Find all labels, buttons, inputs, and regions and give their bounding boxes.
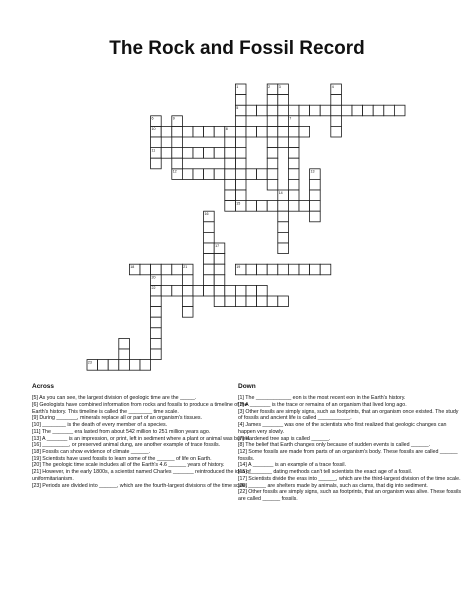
grid-cell[interactable] xyxy=(204,126,215,137)
grid-cell[interactable] xyxy=(182,275,193,286)
grid-cell[interactable] xyxy=(182,285,193,296)
grid-cell[interactable] xyxy=(235,137,246,148)
grid-cell[interactable] xyxy=(267,95,278,106)
grid-cell[interactable] xyxy=(182,148,193,159)
grid-cell[interactable] xyxy=(225,190,236,201)
across-clue: [19] Scientists have used fossils to learn some of the ______ of life on Earth. xyxy=(32,455,212,462)
grid-cell[interactable] xyxy=(235,126,246,137)
across-clue: [5] As you can see, the largest division of geologic time are the _____. xyxy=(32,395,197,402)
grid-cell[interactable] xyxy=(331,116,342,127)
grid-cell[interactable] xyxy=(267,126,278,137)
grid-cell[interactable] xyxy=(235,179,246,190)
clue-number: 23 xyxy=(87,360,92,365)
grid-cell[interactable] xyxy=(204,275,215,286)
grid-cell[interactable] xyxy=(278,264,289,275)
grid-cell[interactable] xyxy=(193,126,204,137)
grid-cell[interactable] xyxy=(182,307,193,318)
across-clue: [21] However, in the early 1800s, a scientist named Charles _______ reintroduced the idea of uniformitarianism. xyxy=(32,469,251,482)
grid-cell[interactable] xyxy=(299,126,310,137)
grid-cell[interactable] xyxy=(182,126,193,137)
grid-cell[interactable] xyxy=(320,264,331,275)
grid-cell[interactable] xyxy=(151,158,162,169)
grid-cell[interactable] xyxy=(172,126,183,137)
clue-number: 7 xyxy=(289,116,292,121)
grid-cell[interactable] xyxy=(288,137,299,148)
clue-number: 22 xyxy=(151,286,156,291)
grid-cell[interactable] xyxy=(235,169,246,180)
grid-cell[interactable] xyxy=(225,169,236,180)
grid-cell[interactable] xyxy=(204,243,215,254)
grid-cell[interactable] xyxy=(246,264,257,275)
grid-cell[interactable] xyxy=(310,211,321,222)
clue-number: 4 xyxy=(331,84,334,89)
grid-cell[interactable] xyxy=(246,285,257,296)
grid-cell[interactable] xyxy=(235,285,246,296)
grid-cell[interactable] xyxy=(214,254,225,265)
grid-cell[interactable] xyxy=(235,95,246,106)
grid-cell[interactable] xyxy=(278,222,289,233)
grid-cell[interactable] xyxy=(267,137,278,148)
grid-cell[interactable] xyxy=(204,148,215,159)
across-clue: [6] Geologists have combined information from rocks and fossils to produce a timeline of the Earth's history. This timeline is called the ________ time scale. xyxy=(32,401,248,415)
grid-cell[interactable] xyxy=(161,285,172,296)
grid-cell[interactable] xyxy=(235,116,246,127)
clue-number: 11 xyxy=(151,148,156,153)
across-heading: Across xyxy=(32,383,55,390)
grid-cell[interactable] xyxy=(225,285,236,296)
grid-cell[interactable] xyxy=(246,169,257,180)
clue-number: 8 xyxy=(225,127,228,132)
grid-cell[interactable] xyxy=(278,243,289,254)
grid-cell[interactable] xyxy=(204,169,215,180)
down-heading: Down xyxy=(238,383,256,390)
grid-cell[interactable] xyxy=(225,148,236,159)
grid-cell[interactable] xyxy=(288,158,299,169)
grid-cell[interactable] xyxy=(246,105,257,116)
grid-cell[interactable] xyxy=(214,285,225,296)
grid-cell[interactable] xyxy=(214,296,225,307)
down-clue: [7] Hardened tree sap is called ______. xyxy=(238,435,331,442)
across-clue: [13] A _______ is an impression, or print, left in sediment where a plant or animal was buried. xyxy=(32,435,251,442)
across-clue: [20] The geologic time scale includes all of the Earth's 4.6 ______ years of history. xyxy=(32,462,225,469)
clue-number: 10 xyxy=(151,127,156,132)
grid-cell[interactable] xyxy=(257,264,268,275)
grid-cell[interactable] xyxy=(235,148,246,159)
grid-cell[interactable] xyxy=(331,105,342,116)
grid-cell[interactable] xyxy=(172,148,183,159)
grid-cell[interactable] xyxy=(278,95,289,106)
grid-cell[interactable] xyxy=(352,105,363,116)
grid-cell[interactable] xyxy=(267,169,278,180)
down-clue: [12] Some fossils are made from parts of an organism's body. These fossils are called ______ fossils. xyxy=(238,449,458,462)
grid-cell[interactable] xyxy=(278,201,289,212)
grid-cell[interactable] xyxy=(310,190,321,201)
grid-cell[interactable] xyxy=(151,137,162,148)
grid-cell[interactable] xyxy=(246,201,257,212)
grid-cell[interactable] xyxy=(267,158,278,169)
clue-number: 6 xyxy=(151,116,154,121)
clue-number: 3 xyxy=(278,84,281,89)
grid-cell[interactable] xyxy=(267,116,278,127)
down-clue: [2] A _______ is the trace or remains of an organism that lived long ago. xyxy=(238,401,407,408)
clue-number: 21 xyxy=(183,265,188,269)
grid-cell[interactable] xyxy=(182,296,193,307)
grid-cell[interactable] xyxy=(310,179,321,190)
down-clue: [20] ______ are shelters made by animals, such as clams, that dig into sediment. xyxy=(238,482,428,489)
down-clue: [22] Other fossils are simply signs, such as footprints, that an organism was alive. These fossils are called ______ fossils. xyxy=(238,489,462,503)
grid-cell[interactable] xyxy=(204,254,215,265)
grid-cell[interactable] xyxy=(129,360,140,371)
grid-cell[interactable] xyxy=(214,264,225,275)
grid-cell[interactable] xyxy=(278,232,289,243)
grid-cell[interactable] xyxy=(257,296,268,307)
grid-cell[interactable] xyxy=(119,360,130,371)
clue-number: 17 xyxy=(215,243,220,248)
grid-cell[interactable] xyxy=(204,222,215,233)
clue-number: 13 xyxy=(310,169,315,174)
grid-cell[interactable] xyxy=(288,201,299,212)
grid-cell[interactable] xyxy=(299,264,310,275)
grid-cell[interactable] xyxy=(119,349,130,360)
across-clues xyxy=(32,383,257,489)
down-clue: [17] Scientists divide the eras into ______, which are the third-largest division of the time scale. xyxy=(238,475,461,482)
grid-cell[interactable] xyxy=(331,126,342,137)
grid-cell[interactable] xyxy=(278,116,292,127)
grid-cell[interactable] xyxy=(225,296,236,307)
grid-cell[interactable] xyxy=(267,148,278,159)
grid-cell[interactable] xyxy=(288,126,299,137)
grid-cell[interactable] xyxy=(235,190,246,201)
grid-cell[interactable] xyxy=(172,137,183,148)
down-clue: [3] Other fossils are simply signs, such as footprints, that an organism once existed. The study of fossils and ancient life is called ___________. xyxy=(238,408,459,422)
grid-cell[interactable] xyxy=(288,264,299,275)
grid-cell[interactable] xyxy=(204,232,215,243)
grid-cell[interactable] xyxy=(288,105,299,116)
across-clue: [23] Periods are divided into ______, which are the fourth-largest divisions of the time scale. xyxy=(32,482,248,489)
across-clue: [11] The _______ era lasted from about 542 million to 251 million years ago. xyxy=(32,428,211,435)
grid-cell[interactable] xyxy=(278,126,289,137)
clue-number: 20 xyxy=(151,275,156,280)
grid-cell[interactable] xyxy=(267,264,278,275)
grid-cell[interactable] xyxy=(204,285,215,296)
grid-cell[interactable] xyxy=(225,179,236,190)
clue-number: 16 xyxy=(204,212,209,216)
clue-number: 9 xyxy=(172,116,175,121)
grid-cell[interactable] xyxy=(172,285,183,296)
clue-number: 15 xyxy=(236,201,241,206)
grid-cell[interactable] xyxy=(214,275,225,286)
down-clue: [4] James _______ was one of the scientists who first realized that geologic changes can happen very slowly. xyxy=(238,422,447,435)
grid-cell[interactable] xyxy=(172,158,183,169)
grid-cell[interactable] xyxy=(384,105,395,116)
down-clues xyxy=(238,383,463,503)
down-clue: [8] The belief that Earth changes only because of sudden events is called ______. xyxy=(238,442,431,449)
grid-cell[interactable] xyxy=(193,169,204,180)
grid-cell[interactable] xyxy=(310,201,321,212)
page-title: The Rock and Fossil Record xyxy=(109,38,365,59)
grid-cell[interactable] xyxy=(151,338,162,349)
clue-number: 12 xyxy=(172,169,177,174)
grid-cell[interactable] xyxy=(204,264,215,275)
grid-cell[interactable] xyxy=(151,328,162,339)
grid-cell[interactable] xyxy=(394,105,405,116)
grid-cell[interactable] xyxy=(246,296,257,307)
down-clue: [15] ________ dating methods can't tell scientists the exact age of a fossil. xyxy=(238,469,413,476)
grid-cell[interactable] xyxy=(257,169,268,180)
down-clue: [14] A _______ is an example of a trace fossil. xyxy=(238,462,347,469)
across-clue: [10] ________ is the death of every member of a species. xyxy=(32,422,168,429)
grid-cell[interactable] xyxy=(98,360,109,371)
clue-number: 5 xyxy=(236,106,239,110)
down-clue: [1] The ____________ eon is the most recent eon in the Earth's history. xyxy=(238,395,406,402)
grid-cell[interactable] xyxy=(288,190,299,201)
grid-cell[interactable] xyxy=(267,179,278,190)
grid-cell[interactable] xyxy=(267,201,278,212)
grid-cell[interactable] xyxy=(288,169,299,180)
grid-cell[interactable] xyxy=(363,105,374,116)
across-clue: [18] Fossils can show evidence of climate ______. xyxy=(32,449,151,455)
grid-cell[interactable] xyxy=(299,105,310,116)
grid-cell[interactable] xyxy=(214,169,225,180)
grid-cell[interactable] xyxy=(235,158,246,169)
clue-number: 19 xyxy=(236,265,241,269)
grid-cell[interactable] xyxy=(320,105,331,116)
grid-cell[interactable] xyxy=(310,264,321,275)
grid-cell[interactable] xyxy=(214,126,225,137)
grid-cell[interactable] xyxy=(278,211,289,222)
grid-cell[interactable] xyxy=(161,148,172,159)
grid-cell[interactable] xyxy=(288,148,299,159)
grid-cell[interactable] xyxy=(108,360,119,371)
grid-cell[interactable] xyxy=(288,179,299,190)
grid-cell[interactable] xyxy=(140,264,151,275)
grid-cell[interactable] xyxy=(373,105,384,116)
grid-cell[interactable] xyxy=(193,148,204,159)
grid-cell[interactable] xyxy=(151,307,162,318)
grid-cell[interactable] xyxy=(151,317,162,328)
grid-cell[interactable] xyxy=(257,285,268,296)
grid-cell[interactable] xyxy=(182,169,193,180)
grid-cell[interactable] xyxy=(151,349,162,360)
grid-cell[interactable] xyxy=(151,296,162,307)
grid-cell[interactable] xyxy=(193,285,204,296)
grid-cell[interactable] xyxy=(140,360,151,371)
grid-cell[interactable] xyxy=(341,105,352,116)
grid-cell[interactable] xyxy=(257,201,268,212)
grid-cell[interactable] xyxy=(214,148,225,159)
clue-number: 2 xyxy=(268,84,271,89)
grid-cell[interactable] xyxy=(278,105,289,116)
across-clue: [9] During _______, minerals replace all or part of an organism's tissues. xyxy=(32,415,203,422)
grid-cell[interactable] xyxy=(119,338,130,349)
grid-cell[interactable] xyxy=(235,296,246,307)
grid-cell[interactable] xyxy=(257,126,268,137)
grid-cell[interactable] xyxy=(225,201,236,212)
clue-number: 18 xyxy=(130,265,135,269)
grid-cell[interactable] xyxy=(267,105,278,116)
clue-number: 1 xyxy=(236,84,239,89)
grid-cell[interactable] xyxy=(225,137,236,148)
across-clue: [16] _________, or preserved animal dung, are another example of trace fossils. xyxy=(32,442,221,449)
grid-cell[interactable] xyxy=(246,126,257,137)
grid-cell[interactable] xyxy=(151,264,162,275)
grid-cell[interactable] xyxy=(278,137,289,148)
grid-cell[interactable] xyxy=(161,264,172,275)
grid-cell[interactable] xyxy=(267,296,278,307)
grid-cell[interactable] xyxy=(257,105,268,116)
grid-cell[interactable] xyxy=(278,296,289,307)
clue-number: 14 xyxy=(278,190,283,195)
grid-cell[interactable] xyxy=(331,95,342,106)
grid-cell[interactable] xyxy=(225,158,236,169)
grid-cell[interactable] xyxy=(299,201,310,212)
grid-cell[interactable] xyxy=(310,105,321,116)
grid-cell[interactable] xyxy=(161,126,172,137)
grid-cell[interactable] xyxy=(172,264,183,275)
